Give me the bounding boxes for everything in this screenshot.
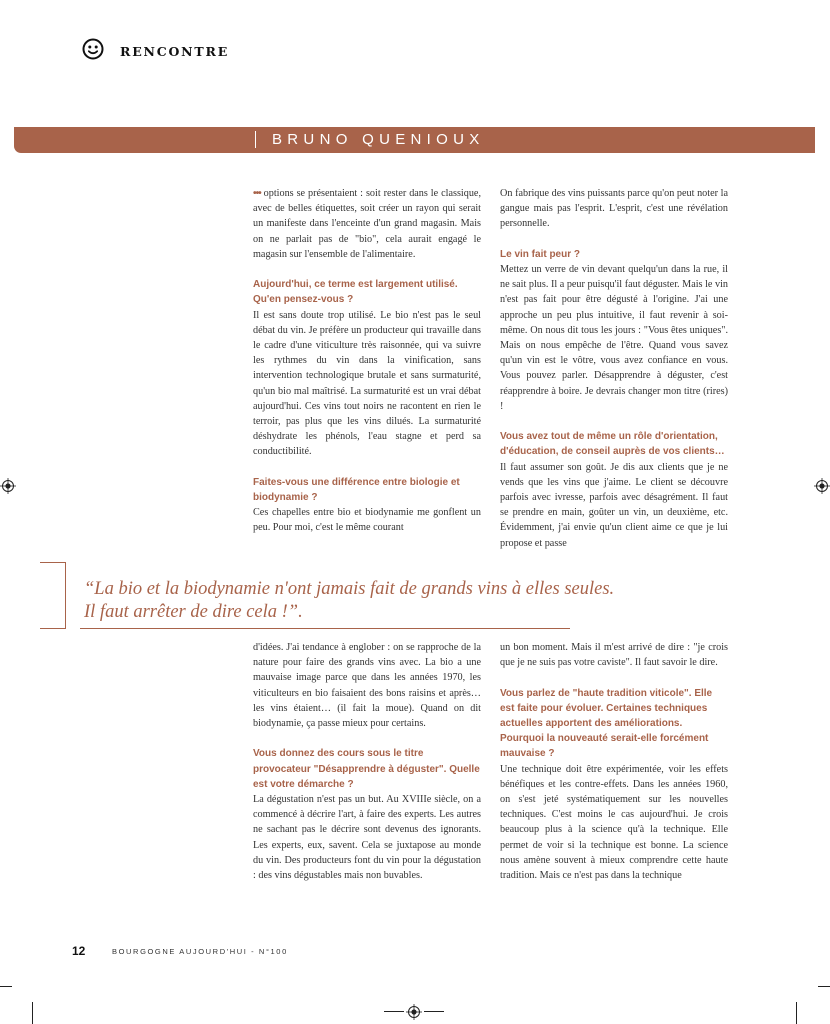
question: Vous avez tout de même un rôle d'orientation, d'éducation, de conseil auprès de vos clients… xyxy=(500,431,725,458)
pull-quote-frame xyxy=(40,562,65,563)
crop-mark xyxy=(0,986,12,987)
crop-mark xyxy=(796,1002,797,1024)
paragraph-text: options se présentaient : soit rester dans le classique, avec de belles étiquettes, soit créer un rayon qui serait un manifeste dans l'enceinte d'un grand magasin. Mais on ne parlait pas de "bio", cela aurait engagé le magasin sur l'ensemble de l'alimentaire. xyxy=(253,188,481,260)
pull-quote xyxy=(84,578,814,624)
answer: Il est sans doute trop utilisé. Le bio n'est pas le seul débat du vin. Je préfère un producteur qui travaille dans le cadre d'une viticulture très raisonnée, qui va suivre les rythmes du vin dans la vinification, sans intervention technologique brutale et sans surmaturité, qu'un bio mal maîtrisé. La surmaturité est un vrai débat aujourd'hui. Ces vins tout noirs ne racontent en rien le terroir, pas plus que les vins dilués. La surmaturité déshydrate les phénols, l'eau stagne et perd sa conductibilité. xyxy=(253,309,481,458)
registration-mark-icon xyxy=(406,1004,422,1020)
section-label: RENCONTRE xyxy=(120,44,230,59)
paragraph xyxy=(253,186,481,262)
magazine-name: BOURGOGNE AUJOURD'HUI - N°100 xyxy=(112,947,288,956)
answer: Mettez un verre de vin devant quelqu'un dans la rue, il ne sait plus. Il a peur puisqu'il faut déguster. Mais le vin n'est pas fait pour être dégusté à l'origine. J'ai une approche un peu plus intuitive, il faut revenir à soi-même. On nous dit tous les jours : "Vous êtes uniques". Mais on nous empêche de l'être. Quand vous savez qu'un vin est le vôtre, vous avez confiance en vous. Vous pouvez parler. Désapprendre à déguster, c'est réapprendre à boire. Je devrais changer mon titre (rires) ! xyxy=(500,264,728,412)
smiley-face-icon xyxy=(82,38,104,60)
article-column-2 xyxy=(500,186,728,566)
crop-mark xyxy=(32,1002,33,1024)
pull-quote-line: Il faut arrêter de dire cela !”. xyxy=(84,602,303,622)
crop-mark xyxy=(818,986,830,987)
answer: Ces chapelles entre bio et biodynamie me gonflent un peu. Pour moi, c'est le même courant xyxy=(253,507,481,534)
page-number: 12 xyxy=(72,944,86,958)
paragraph: un bon moment. Mais il m'est arrivé de dire : "je crois que je ne suis pas votre caviste". Il faut savoir le dire. xyxy=(500,642,728,669)
registration-mark-icon xyxy=(0,478,16,494)
question: Aujourd'hui, ce terme est largement utilisé. Qu'en pensez-vous ? xyxy=(253,279,458,306)
answer: La dégustation n'est pas un but. Au XVIIIe siècle, on a commencé à décrire l'art, à faire des experts. Les autres ne sachant pas le décrire sont devenus des ignorants. Les experts, eux, savent. Cela se juxtapose au monde du vin. Des producteurs font du vin pour la dégustation : des vins dégustables mais non buvables. xyxy=(253,794,481,882)
answer: Une technique doit être expérimentée, voir les effets bénéfiques et les contre-effets. Dans les années 1960, on s'est jeté systématiquement sur les nouvelles techniques. C'est moins le cas aujourd'hui. Je crois beaucoup plus à la science qu'à la technique. Elle permet de voir si la technique est bonne. La science nous amène souvent à mieux comprendre cette haute tradition. Mais ce n'est pas dans la technique xyxy=(500,763,728,882)
paragraph: On fabrique des vins puissants parce qu'on peut noter la gangue mais pas l'esprit. L'esprit, c'est une révélation personnelle. xyxy=(500,188,728,230)
pull-quote-frame xyxy=(40,628,65,629)
continuation-dots: ••• xyxy=(253,188,261,199)
question: Vous parlez de "haute tradition viticole". Elle est faite pour évoluer. Certaines techniques actuelles apportent des améliorations. Pourquoi la nouveauté serait-elle forcément mauvaise ? xyxy=(500,687,713,760)
pull-quote-frame xyxy=(65,562,66,629)
crop-mark xyxy=(384,1011,404,1012)
question: Le vin fait peur ? xyxy=(500,248,581,260)
pull-quote-rule xyxy=(80,628,570,629)
registration-mark-icon xyxy=(814,478,830,494)
pull-quote-line: “La bio et la biodynamie n'ont jamais fait de grands vins à elles seules. xyxy=(84,579,615,599)
answer: Il faut assumer son goût. Je dis aux clients que je ne vends que les vins que j'aime. Le client se découvre parfois avec ivresse, parfois avec désagrément. Il faut se prendre en main, goûter un vin, un deuxième, etc. Évidemment, j'ai envie qu'un client aime ce que je lui propose et passe xyxy=(500,461,728,549)
article-column-3 xyxy=(253,640,481,898)
question: Faites-vous une différence entre biologie et biodynamie ? xyxy=(253,476,460,504)
banner-divider xyxy=(255,131,256,148)
paragraph: d'idées. J'ai tendance à englober : on se rapproche de la nature pour faire des grands vins avec. La bio a une mauvaise image parce que dans les années 1970, les viticulteurs en bio faisaient des bons raisins et après… les vins étaient… (il fait la moue). Quand on dit biodynamie, ça passe mieux pour certains. xyxy=(253,642,481,730)
question: Vous donnez des cours sous le titre provocateur "Désapprendre à déguster". Quelle est votre démarche ? xyxy=(253,748,480,790)
crop-mark xyxy=(424,1011,444,1012)
interviewee-name: BRUNO QUENIOUX xyxy=(272,131,485,148)
article-column-4 xyxy=(500,640,728,898)
article-column-1 xyxy=(253,186,481,551)
